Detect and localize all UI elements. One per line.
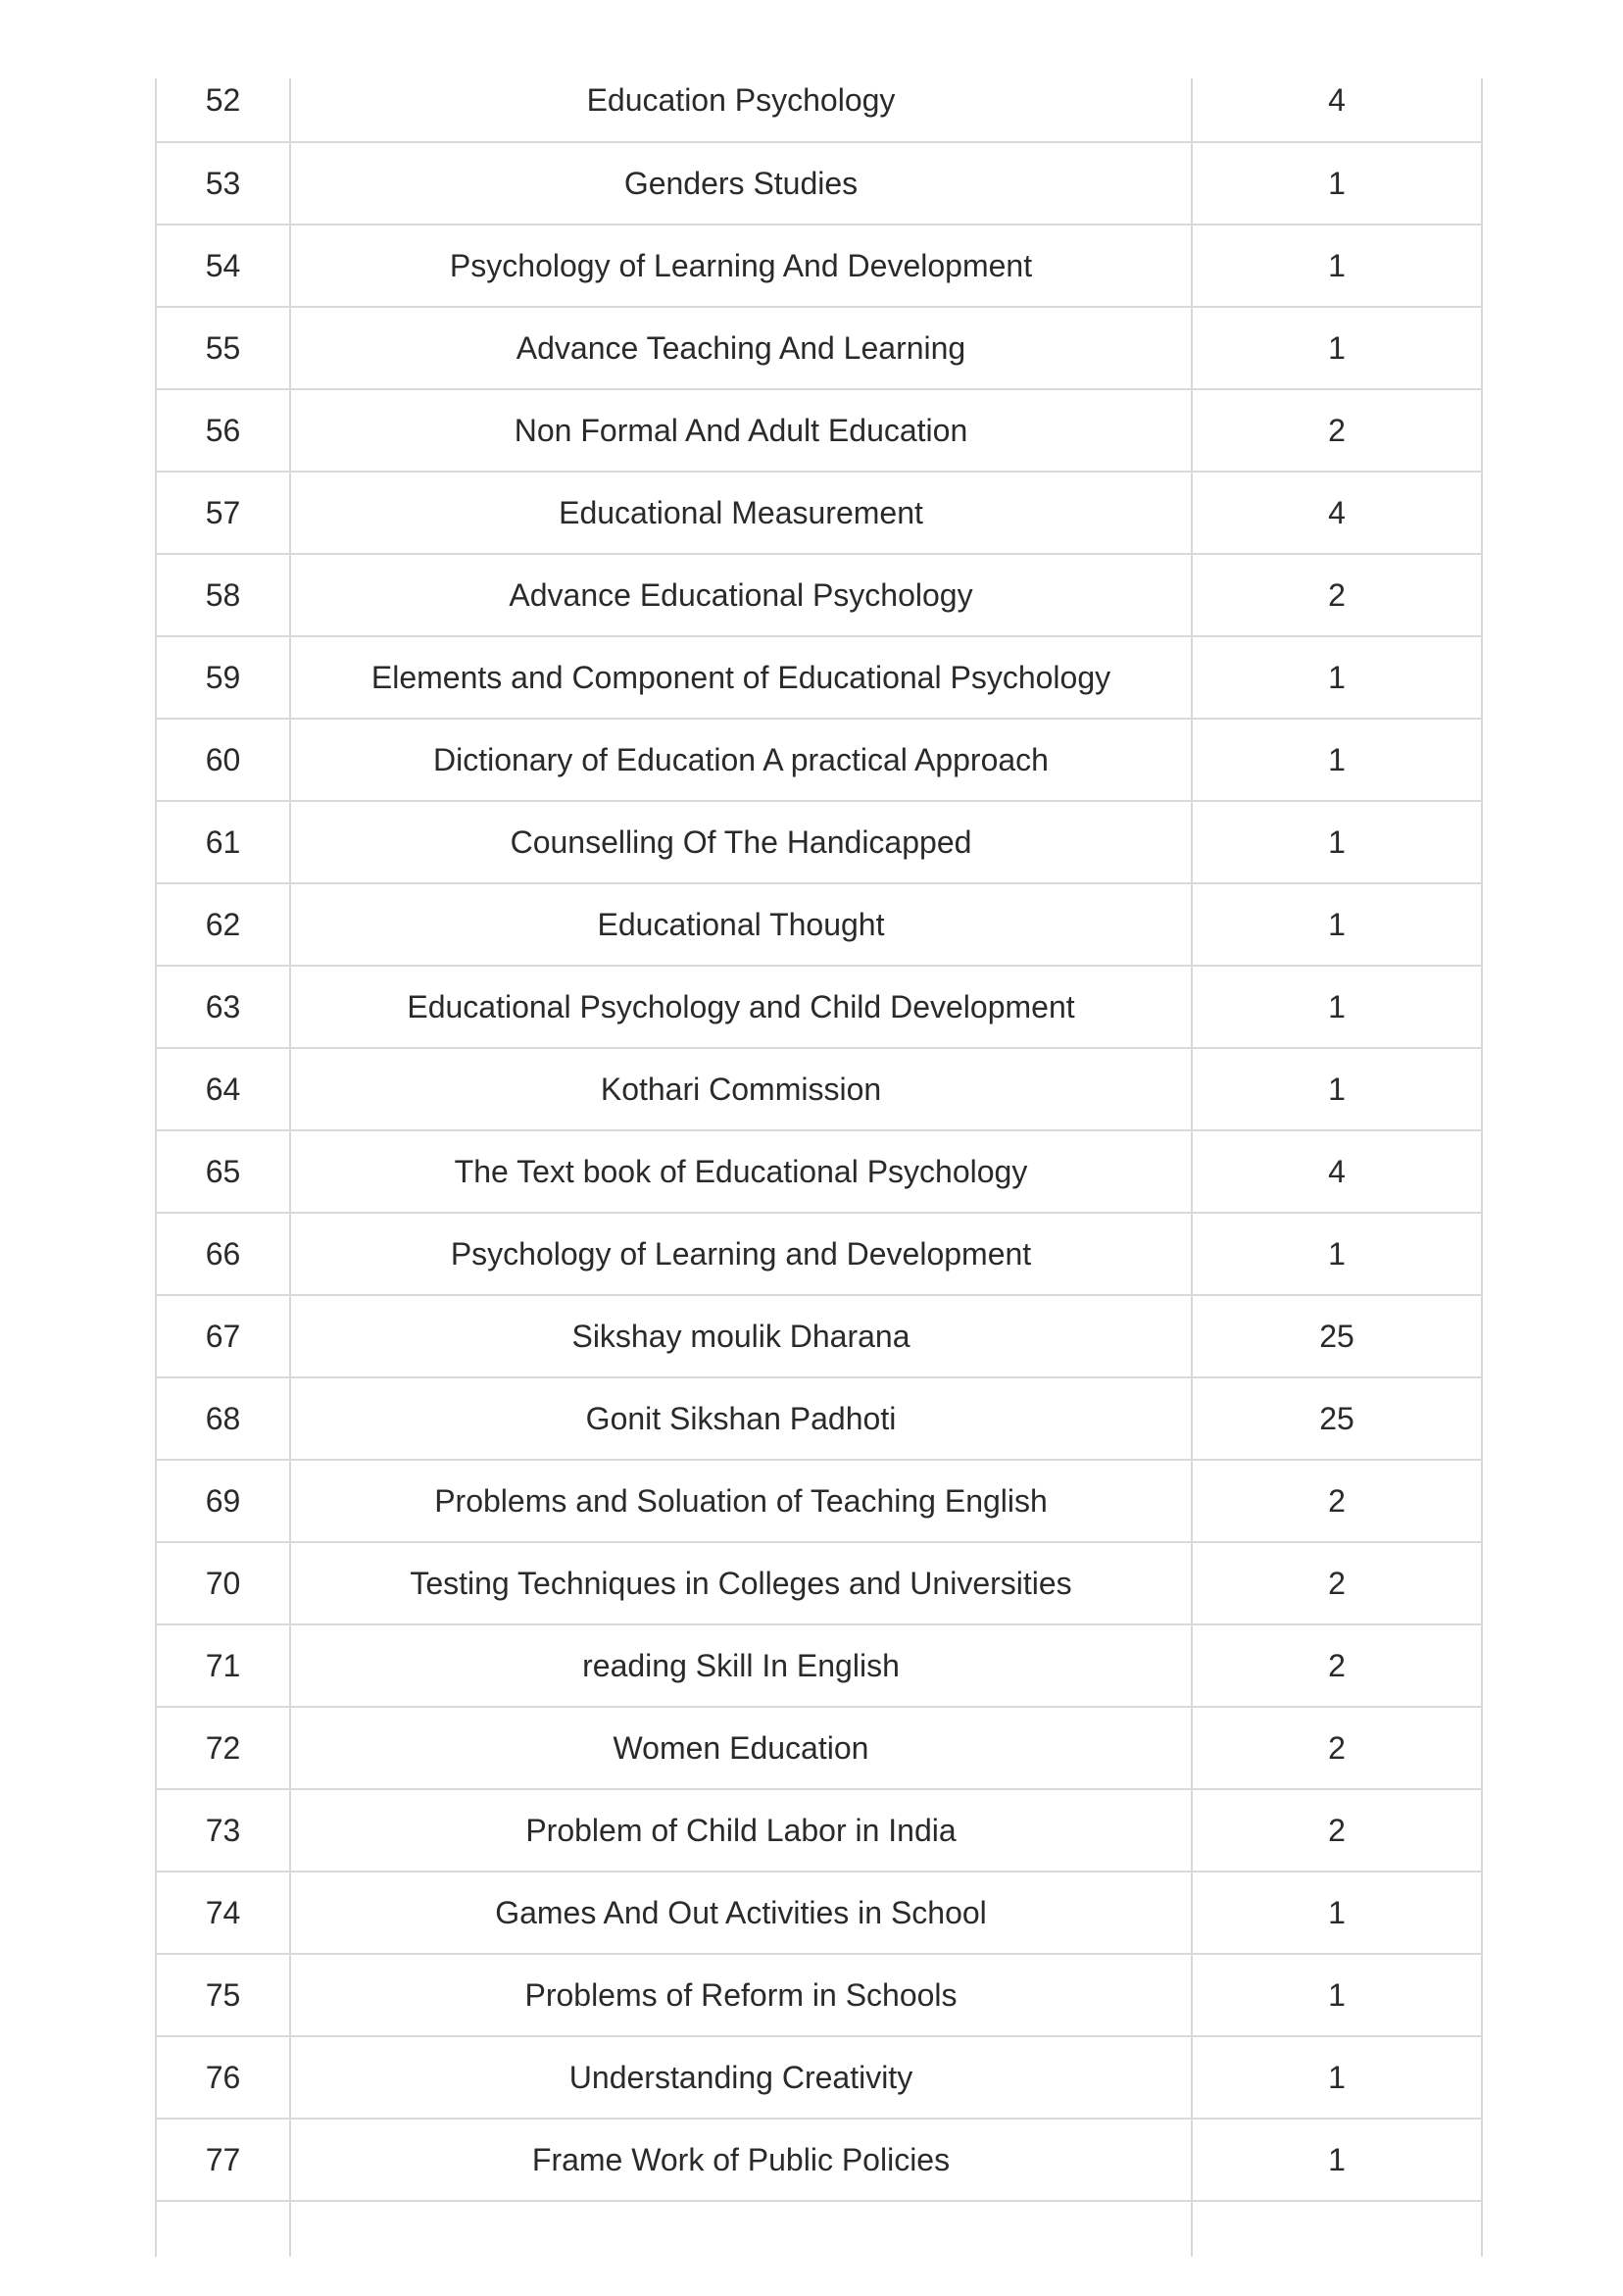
table-row [156,1624,1482,1707]
serial-number-cell: 72 [156,1707,290,1789]
serial-number-cell: 61 [156,801,290,883]
serial-number-cell: 64 [156,1048,290,1130]
table-row [156,1130,1482,1213]
table-row [156,554,1482,636]
serial-number-cell: 57 [156,472,290,554]
table-row [156,966,1482,1048]
serial-number-cell: 55 [156,307,290,389]
quantity-cell: 25 [1192,1377,1482,1460]
table-row [156,1048,1482,1130]
book-title-cell: Problems of Reform in Schools [290,1954,1192,2036]
quantity-cell: 2 [1192,554,1482,636]
quantity-cell: 25 [1192,1295,1482,1377]
book-title-cell: Non Formal And Adult Education [290,389,1192,472]
table-row [156,1295,1482,1377]
quantity-cell: 1 [1192,1954,1482,2036]
table-row [156,636,1482,719]
serial-number-cell: 53 [156,142,290,225]
book-title-cell: Genders Studies [290,142,1192,225]
serial-number-cell: 58 [156,554,290,636]
book-title-cell: Elements and Component of Educational Psychology [290,636,1192,719]
table-row [156,1460,1482,1542]
table-row [156,472,1482,554]
book-title-cell: Educational Thought [290,883,1192,966]
serial-number-cell: 76 [156,2036,290,2119]
table-row [156,1542,1482,1624]
table-body [156,78,1482,2257]
quantity-cell: 1 [1192,801,1482,883]
table-row-continuation [156,2201,1482,2257]
book-title-cell: Kothari Commission [290,1048,1192,1130]
table-row [156,1213,1482,1295]
book-title-cell: The Text book of Educational Psychology [290,1130,1192,1213]
serial-number-cell: 69 [156,1460,290,1542]
book-title-cell: Education Psychology [290,78,1192,142]
serial-number-cell: 71 [156,1624,290,1707]
book-title-cell: Psychology of Learning and Development [290,1213,1192,1295]
book-title-cell: Educational Measurement [290,472,1192,554]
book-title-cell-empty [290,2201,1192,2257]
quantity-cell: 2 [1192,1460,1482,1542]
quantity-cell: 1 [1192,636,1482,719]
table-row [156,2036,1482,2119]
book-title-cell: Sikshay moulik Dharana [290,1295,1192,1377]
serial-number-cell: 68 [156,1377,290,1460]
book-title-cell: Advance Teaching And Learning [290,307,1192,389]
table-row [156,2119,1482,2201]
book-title-cell: Problem of Child Labor in India [290,1789,1192,1872]
quantity-cell: 1 [1192,307,1482,389]
book-title-cell: Testing Techniques in Colleges and Universities [290,1542,1192,1624]
table-row [156,719,1482,801]
serial-number-cell: 62 [156,883,290,966]
table-row [156,1954,1482,2036]
book-title-cell: reading Skill In English [290,1624,1192,1707]
quantity-cell: 1 [1192,1872,1482,1954]
serial-number-cell: 54 [156,225,290,307]
book-title-cell: Advance Educational Psychology [290,554,1192,636]
serial-number-cell: 66 [156,1213,290,1295]
quantity-cell: 2 [1192,1707,1482,1789]
table-row [156,883,1482,966]
serial-number-cell: 77 [156,2119,290,2201]
table-row [156,801,1482,883]
serial-number-cell: 60 [156,719,290,801]
quantity-cell: 4 [1192,472,1482,554]
quantity-cell: 2 [1192,1542,1482,1624]
serial-number-cell: 63 [156,966,290,1048]
quantity-cell: 1 [1192,883,1482,966]
quantity-cell: 1 [1192,225,1482,307]
table-row [156,307,1482,389]
book-title-cell: Psychology of Learning And Development [290,225,1192,307]
serial-number-cell-empty [156,2201,290,2257]
serial-number-cell: 75 [156,1954,290,2036]
serial-number-cell: 65 [156,1130,290,1213]
book-list-table [155,78,1483,2257]
table-row [156,1377,1482,1460]
serial-number-cell: 59 [156,636,290,719]
book-title-cell: Games And Out Activities in School [290,1872,1192,1954]
quantity-cell: 1 [1192,2119,1482,2201]
serial-number-cell: 74 [156,1872,290,1954]
table-row [156,1707,1482,1789]
table-row [156,78,1482,142]
quantity-cell: 1 [1192,1048,1482,1130]
quantity-cell: 4 [1192,1130,1482,1213]
book-title-cell: Frame Work of Public Policies [290,2119,1192,2201]
table-row [156,1789,1482,1872]
table-row [156,142,1482,225]
quantity-cell: 2 [1192,389,1482,472]
table-row [156,389,1482,472]
quantity-cell: 2 [1192,1624,1482,1707]
quantity-cell: 1 [1192,966,1482,1048]
serial-number-cell: 52 [156,78,290,142]
book-title-cell: Counselling Of The Handicapped [290,801,1192,883]
serial-number-cell: 56 [156,389,290,472]
quantity-cell: 4 [1192,78,1482,142]
quantity-cell: 2 [1192,1789,1482,1872]
book-title-cell: Dictionary of Education A practical Approach [290,719,1192,801]
serial-number-cell: 73 [156,1789,290,1872]
book-title-cell: Women Education [290,1707,1192,1789]
book-title-cell: Problems and Soluation of Teaching English [290,1460,1192,1542]
table-row [156,1872,1482,1954]
book-title-cell: Gonit Sikshan Padhoti [290,1377,1192,1460]
serial-number-cell: 70 [156,1542,290,1624]
quantity-cell: 1 [1192,142,1482,225]
quantity-cell: 1 [1192,719,1482,801]
book-title-cell: Educational Psychology and Child Development [290,966,1192,1048]
serial-number-cell: 67 [156,1295,290,1377]
book-list-table-container [155,78,1481,2257]
table-row [156,225,1482,307]
quantity-cell: 1 [1192,1213,1482,1295]
quantity-cell: 1 [1192,2036,1482,2119]
quantity-cell-empty [1192,2201,1482,2257]
book-title-cell: Understanding Creativity [290,2036,1192,2119]
